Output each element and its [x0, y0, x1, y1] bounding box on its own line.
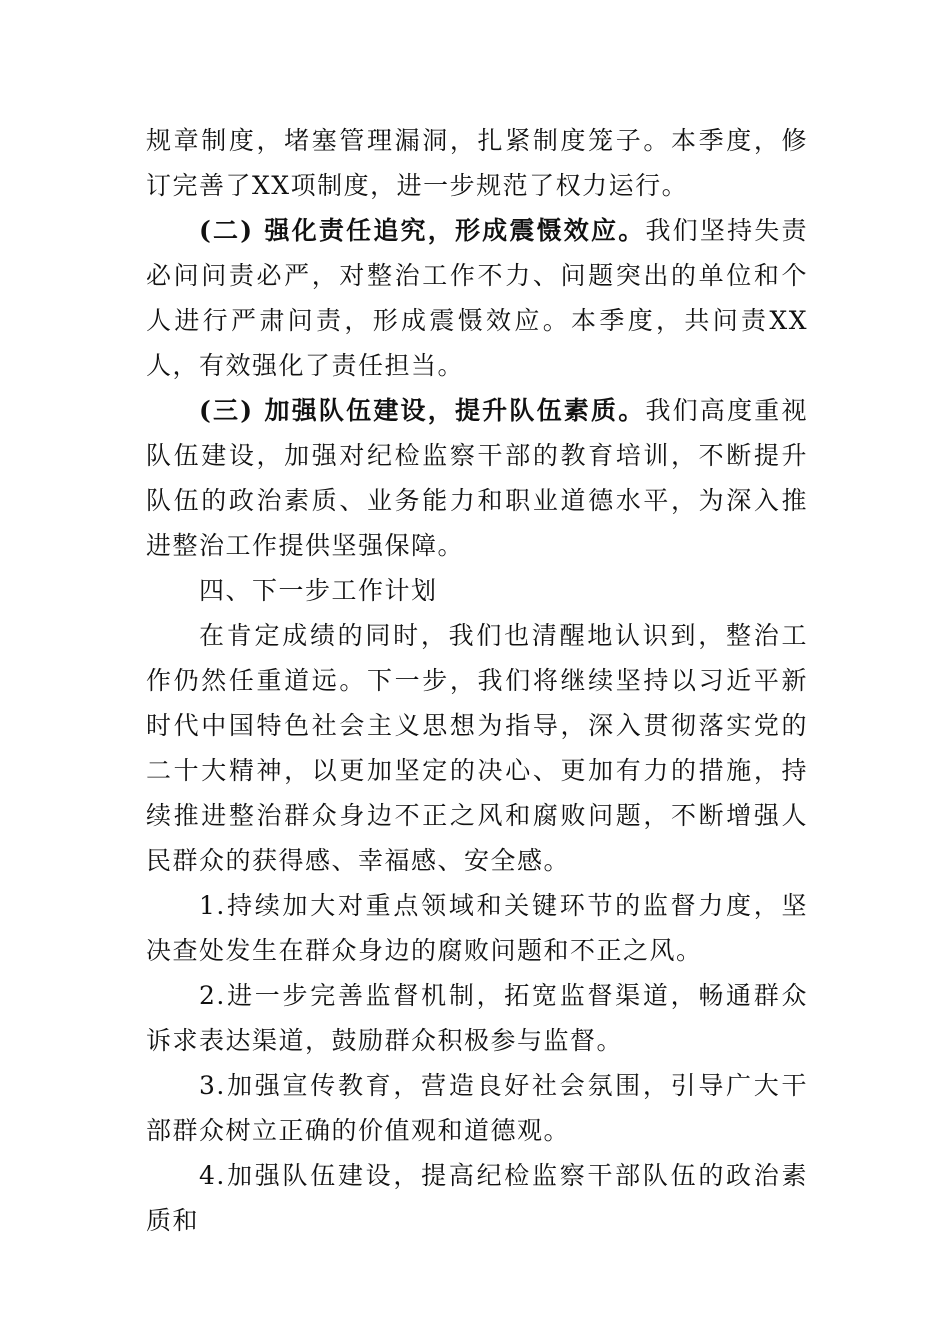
- plan-item: 4.加强队伍建设，提高纪检监察干部队伍的政治素质和: [146, 1161, 808, 1235]
- paragraph-team-building: [146, 388, 808, 568]
- plan-item: 2.进一步完善监督机制，拓宽监督渠道，畅通群众诉求表达渠道，鼓励群众积极参与监督。: [146, 981, 808, 1055]
- paragraph-lead: (二) 强化责任追究，形成震慑效应。: [199, 216, 646, 245]
- plan-item: 3.加强宣传教育，营造良好社会氛围，引导广大干部群众树立正确的价值观和道德观。: [146, 1071, 808, 1145]
- section-heading: 四、下一步工作计划: [199, 576, 438, 605]
- paragraph-accountability: [146, 208, 808, 388]
- paragraph-lead: (三) 加强队伍建设，提升队伍素质。: [199, 396, 646, 425]
- paragraph-text: 我们高度重视队伍建设，加强对纪检监察干部的教育培训，不断提升队伍的政治素质、业务能力和职业道德水平，为深入推进整治工作提供坚强保障。: [146, 396, 808, 560]
- document-body: [146, 118, 808, 1243]
- plan-item: 1.持续加大对重点领域和关键环节的监督力度，坚决查处发生在群众身边的腐败问题和不正之风。: [146, 891, 808, 965]
- plan-intro: 在肯定成绩的同时，我们也清醒地认识到，整治工作仍然任重道远。下一步，我们将继续坚持以习近平新时代中国特色社会主义思想为指导，深入贯彻落实党的二十大精神，以更加坚定的决心、更加有力的措施，持续推进整治群众身边不正之风和腐败问题，不断增强人民群众的获得感、幸福感、安全感。: [146, 621, 808, 875]
- paragraph-text: 我们坚持失责必问问责必严，对整治工作不力、问题突出的单位和个人进行严肃问责，形成震慑效应。本季度，共问责XX人，有效强化了责任担当。: [146, 216, 808, 380]
- paragraph-rules-continuation: [146, 118, 808, 208]
- paragraph-text: 规章制度，堵塞管理漏洞，扎紧制度笼子。本季度，修订完善了XX项制度，进一步规范了权力运行。: [146, 126, 808, 200]
